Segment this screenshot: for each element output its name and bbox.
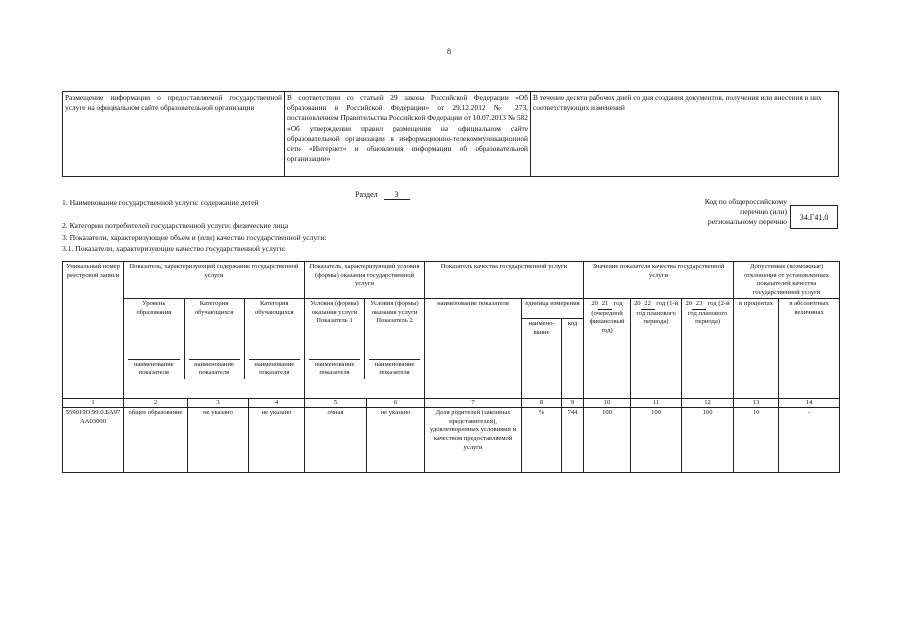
header-percent: в процентах [734, 299, 779, 399]
cell-deviation-absolute: - [779, 408, 840, 473]
header-unit-code: код [562, 319, 584, 399]
code-label-line2: перечню (или) [740, 207, 787, 217]
cell-category-2: не указано [249, 408, 305, 473]
section-number: 3 [384, 190, 410, 200]
header-quality-indicator: Показатель качества государственной услуги [425, 262, 584, 299]
header-unit: единица измерения [522, 299, 584, 319]
sub-student-category-1: Категория обучающихся наименование показателя [184, 299, 244, 379]
cell-registry-number: 559019О.99.0.БА97АА03000 [63, 408, 124, 473]
table-row [63, 408, 840, 473]
sub-foot: наименование показателя [369, 359, 420, 377]
sub-foot: наименование показателя [249, 359, 301, 377]
cell-form-2: не указано [367, 408, 425, 473]
info-table [62, 91, 839, 177]
sub-foot: наименование показателя [189, 359, 240, 377]
header-content-indicator: Показатель, характеризующий содержание государственной услуги [124, 262, 305, 299]
cell-unit: % [522, 408, 562, 473]
sub-conditions-2: Условия (формы) оказания услуги Показатель 2 наименование показателя [370, 300, 419, 377]
conditions-sub-cell [305, 299, 425, 399]
header-allowed-deviation: Допустимые (возможные) отклонения от установленных показателей качества государственной услуги [734, 262, 840, 299]
registry-code-label [670, 197, 787, 227]
header-absolute: в абсолютных величинах [779, 299, 840, 399]
cell-value-year-2: 100 [631, 408, 682, 473]
cell-unit-code: 744 [562, 408, 584, 473]
cell-category-1: не указано [188, 408, 249, 473]
info-cell-frequency: В течение десяти рабочих дней со дня создания документов, получения или внесения в них соответствующих изменений [530, 92, 838, 176]
header-year-3: 20 23 год (2-й год планового периода) [682, 299, 734, 399]
code-label-line1: Код по общероссийскому [704, 197, 787, 206]
header-indicator-name: наименование показателя [425, 299, 522, 399]
sub-education-level: Уровень образования наименование показателя [124, 299, 184, 379]
section-heading [355, 190, 410, 200]
sub-foot: наименование показателя [309, 359, 360, 377]
content-sub-cell [124, 299, 305, 399]
service-name: 1. Наименование государственной услуги: содержание детей [62, 198, 259, 207]
column-numbers-row: 1 2 3 4 5 6 7 8 9 10 11 12 13 14 [63, 399, 840, 408]
header-conditions-indicator: Показатель, характеризующий условия (формы) оказания государственной услуги [305, 262, 425, 299]
header-indicator-values: Значение показателя качества государственной услуги [584, 262, 734, 299]
indicators-heading: 3. Показатели, характеризующие объем и (или) качество государственной услуги: [62, 233, 327, 242]
section-label: Раздел [355, 190, 378, 199]
registry-code-box: 34.Г41.0 [790, 205, 838, 229]
sub-foot: наименование показателя [128, 359, 180, 377]
cell-form: очная [305, 408, 367, 473]
cell-deviation-percent: 10 [734, 408, 779, 473]
info-cell-basis: В соответствии со статьей 29 закона Российской Федерации «Об образовании в Российской Федерации» от 29.12.2012 № 273, постановлением Правительства Российской Федерации от 10.07.2013 № 582 «Об утверждении правил размещения на официальном сайте образовательной организации в информационно-телекоммуникационной сети «Интернет» и обновления информации об образовательной организации» [284, 92, 530, 176]
code-label-line3: региональному перечню [707, 217, 787, 227]
info-cell-subject: Размещение информации о предоставляемой государственной услуге на официальном сайте образовательной организации [65, 93, 282, 113]
quality-indicators-heading: 3.1. Показатели, характеризующие качество государственной услуги: [62, 244, 286, 253]
header-year-1: 20 21 год (очередной финансовый год) [584, 299, 631, 399]
header-unit-name: наимено-вание [522, 319, 562, 399]
sub-student-category-2: Категория обучающихся наименование показателя [244, 299, 304, 379]
page-number: 8 [447, 47, 451, 56]
consumer-category: 2. Категории потребителей государственной услуги: физические лица [62, 221, 289, 230]
quality-indicators-table [62, 261, 840, 473]
cell-value-year-1: 100 [584, 408, 631, 473]
cell-value-year-3: 100 [682, 408, 734, 473]
sub-conditions-1: Условия (формы) оказания услуги Показатель 1 наименование показателя [305, 299, 365, 379]
header-year-2: 20 22 год (1-й год планового периода) [631, 299, 682, 399]
cell-indicator-name: Доля родителей (законных представителей), удовлетворенных условиями и качеством предоставляемой услуги [425, 408, 522, 473]
cell-education-level: общее образование [124, 408, 188, 473]
header-unique-number: Уникальный номер реестровой записи [63, 262, 124, 399]
